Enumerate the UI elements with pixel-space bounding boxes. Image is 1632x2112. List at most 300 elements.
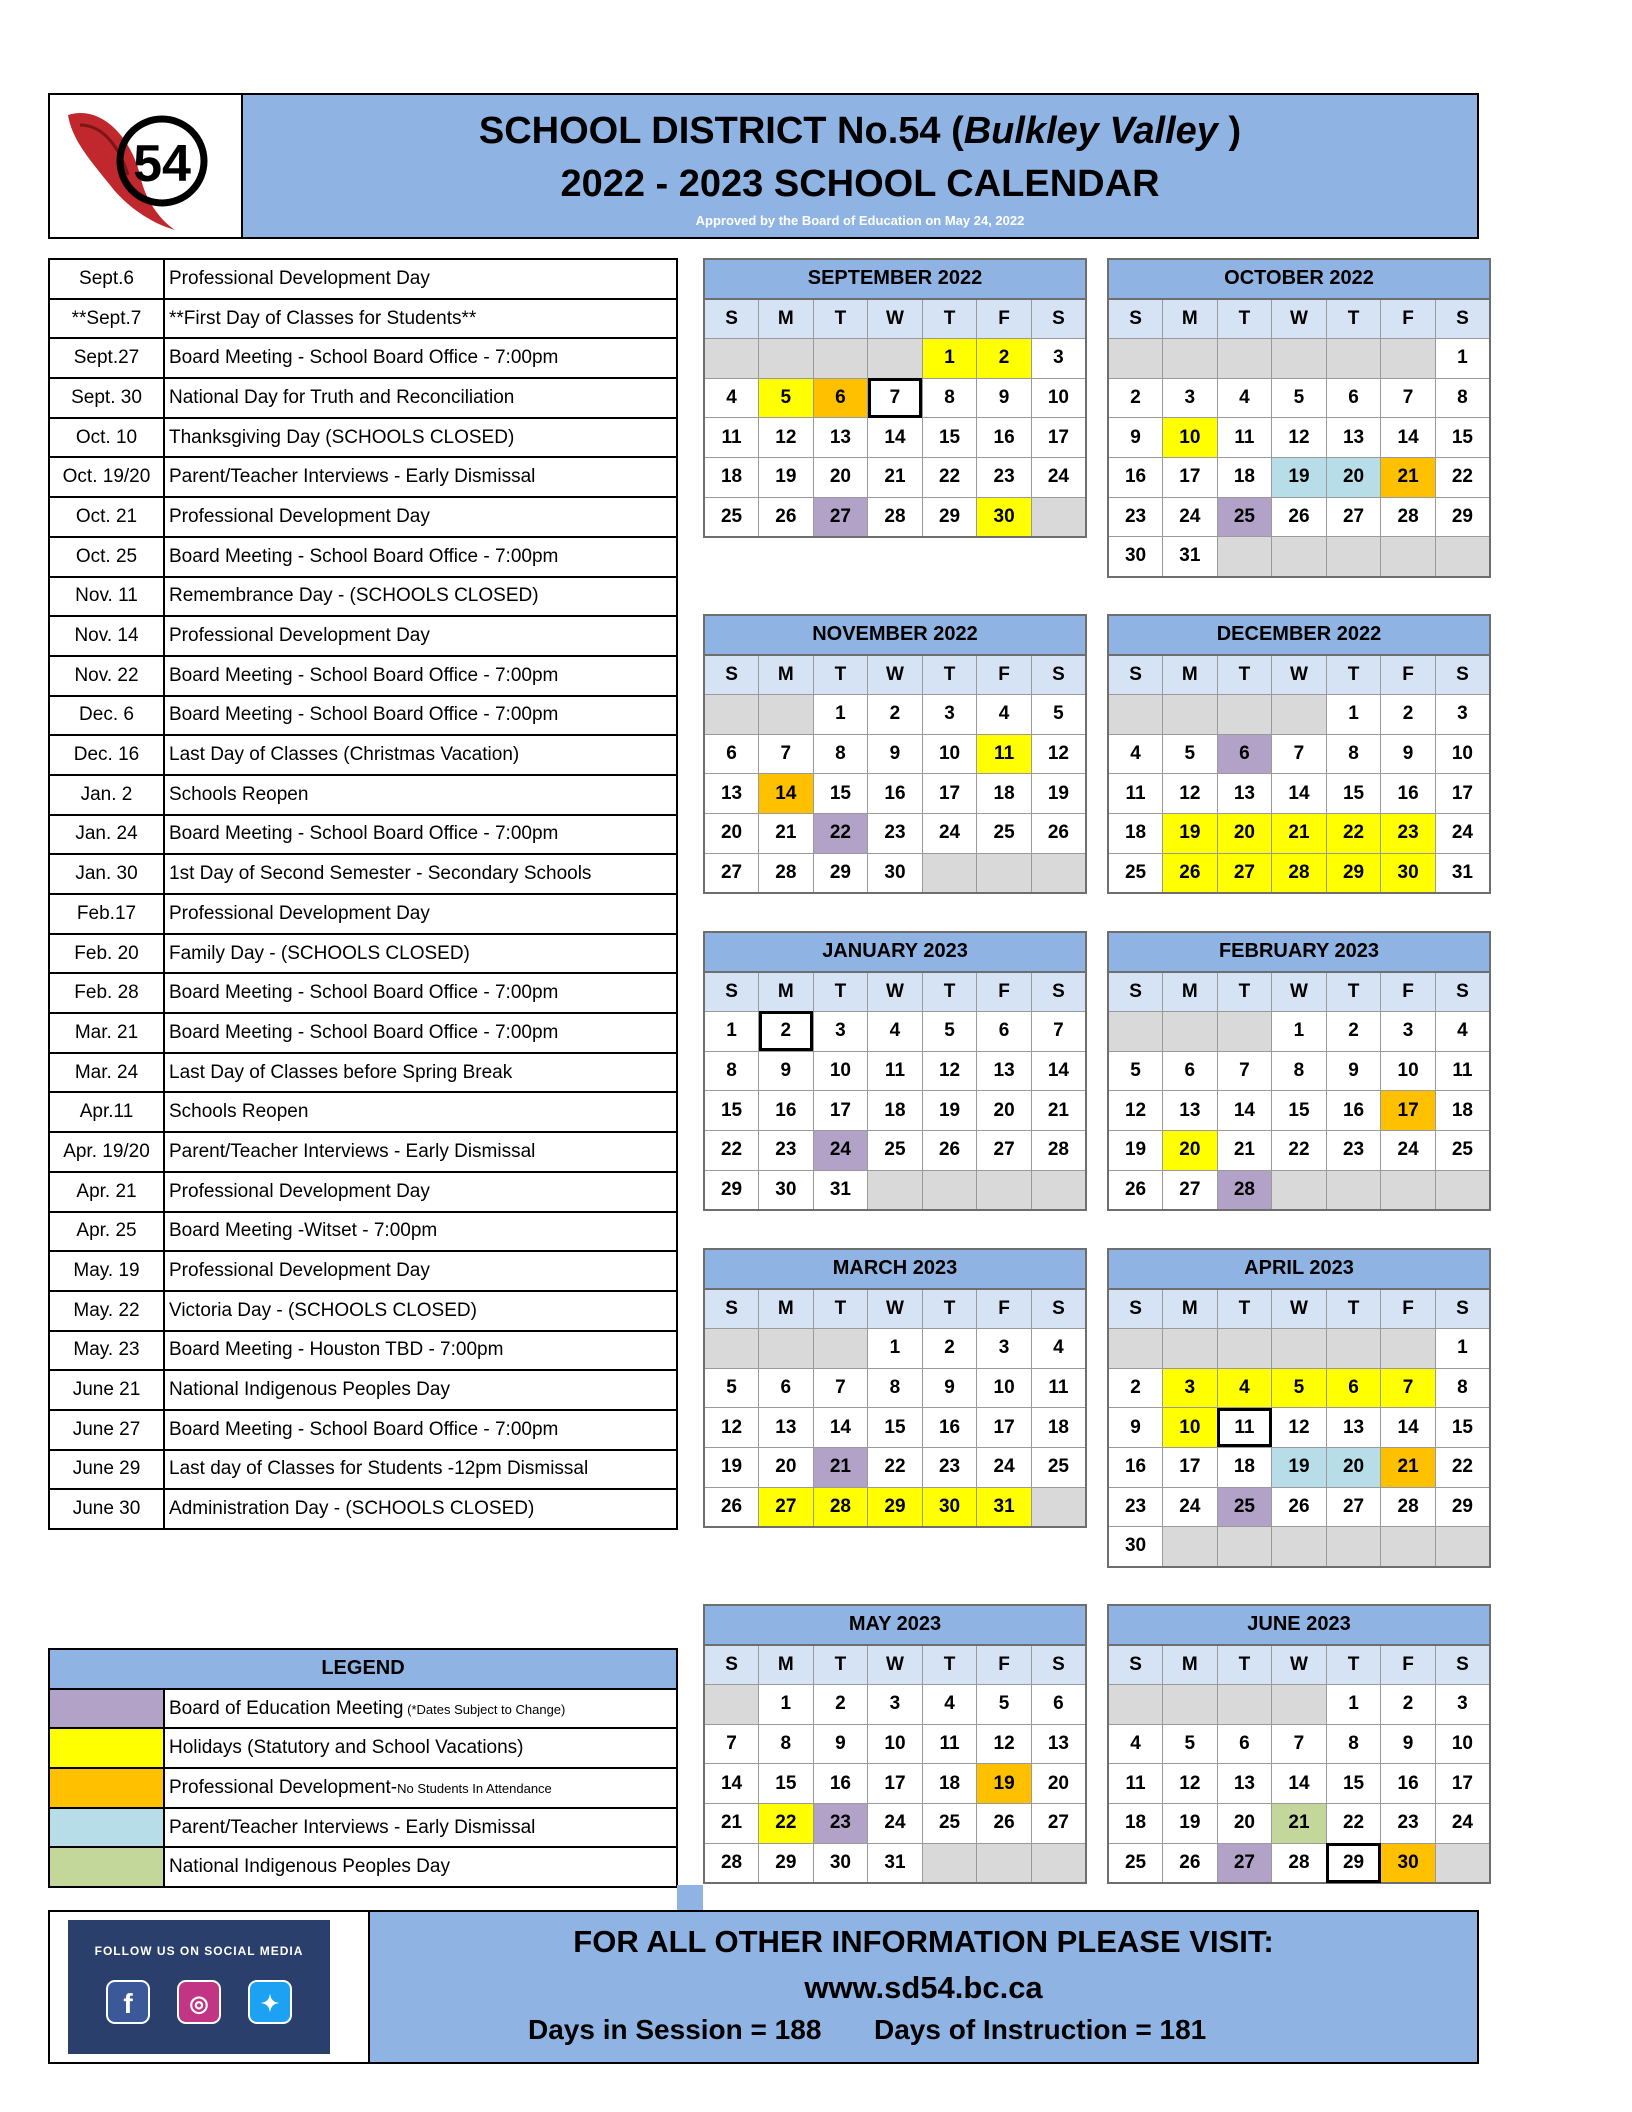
empty-cell: [1217, 1527, 1272, 1567]
weekday-header: M: [1163, 1645, 1218, 1685]
day-cell: 29: [813, 853, 868, 893]
day-cell: 10: [813, 1051, 868, 1091]
month-calendar: [1107, 1604, 1491, 1884]
day-cell: 29: [922, 497, 977, 537]
day-cell: 18: [1108, 813, 1163, 853]
month-calendar: [703, 931, 1087, 1211]
day-cell: 15: [1435, 418, 1490, 458]
month-title: JUNE 2023: [1108, 1605, 1490, 1645]
day-cell: 17: [1435, 1764, 1490, 1804]
empty-cell: [1381, 1170, 1436, 1210]
day-cell: 30: [868, 853, 923, 893]
day-cell: 9: [813, 1724, 868, 1764]
legend-item: [49, 1847, 677, 1887]
empty-cell: [1217, 694, 1272, 734]
day-cell: 27: [1031, 1803, 1086, 1843]
day-cell: 6: [1031, 1684, 1086, 1724]
event-description: Board Meeting -Witset - 7:00pm: [164, 1212, 677, 1252]
day-cell: 4: [1217, 378, 1272, 418]
event-row: [49, 934, 677, 974]
day-cell: 9: [868, 734, 923, 774]
empty-cell: [1272, 1170, 1327, 1210]
day-cell: 2: [922, 1328, 977, 1368]
event-date: June 21: [49, 1370, 164, 1410]
empty-cell: [1381, 1328, 1436, 1368]
day-cell: 1: [1435, 338, 1490, 378]
event-date: Sept. 30: [49, 378, 164, 418]
day-cell: 25: [1031, 1447, 1086, 1487]
weekday-header: S: [1031, 1289, 1086, 1329]
empty-cell: [813, 338, 868, 378]
day-cell: 3: [1435, 1684, 1490, 1724]
day-cell: 6: [759, 1368, 814, 1408]
day-cell: 17: [977, 1408, 1032, 1448]
weekday-header: F: [1381, 972, 1436, 1012]
day-cell: 31: [1435, 853, 1490, 893]
weekday-header: W: [868, 1645, 923, 1685]
day-cell: 30: [813, 1843, 868, 1883]
weekday-header: F: [977, 1645, 1032, 1685]
day-cell: 16: [1108, 1447, 1163, 1487]
weekday-header: S: [1108, 1289, 1163, 1329]
day-cell: 15: [1435, 1408, 1490, 1448]
day-cell: 7: [1217, 1051, 1272, 1091]
day-cell: 18: [1108, 1803, 1163, 1843]
day-cell: 30: [922, 1487, 977, 1527]
legend-swatch: [49, 1768, 164, 1808]
day-cell: 7: [1272, 734, 1327, 774]
weekday-header: M: [1163, 299, 1218, 339]
legend-swatch: [49, 1689, 164, 1729]
event-description: 1st Day of Second Semester - Secondary Schools: [164, 854, 677, 894]
twitter-icon[interactable]: ✦: [248, 1980, 292, 2024]
day-cell: 23: [759, 1130, 814, 1170]
day-cell: 14: [704, 1764, 759, 1804]
day-cell: 13: [1031, 1724, 1086, 1764]
event-date: Feb. 20: [49, 934, 164, 974]
day-cell: 1: [704, 1011, 759, 1051]
empty-cell: [1108, 1328, 1163, 1368]
event-row: [49, 1013, 677, 1053]
website-link[interactable]: www.sd54.bc.ca: [804, 1970, 1043, 2005]
day-cell: 20: [1217, 1803, 1272, 1843]
event-description: Professional Development Day: [164, 259, 677, 299]
day-cell: 22: [759, 1803, 814, 1843]
event-description: Board Meeting - Houston TBD - 7:00pm: [164, 1331, 677, 1371]
event-description: Parent/Teacher Interviews - Early Dismissal: [164, 1132, 677, 1172]
day-cell: 5: [1108, 1051, 1163, 1091]
month-calendar: [1107, 1248, 1491, 1568]
legend-item: [49, 1689, 677, 1729]
day-cell: 2: [813, 1684, 868, 1724]
empty-cell: [1108, 1011, 1163, 1051]
legend-label: Board of Education Meeting (*Dates Subject to Change): [164, 1689, 677, 1729]
event-description: Last Day of Classes before Spring Break: [164, 1053, 677, 1093]
weekday-header: W: [868, 1289, 923, 1329]
event-row: [49, 1053, 677, 1093]
day-cell: 20: [1217, 813, 1272, 853]
day-cell: 25: [1217, 497, 1272, 537]
day-cell: 13: [704, 774, 759, 814]
empty-cell: [1031, 1843, 1086, 1883]
day-cell: 2: [1381, 694, 1436, 734]
empty-cell: [813, 1328, 868, 1368]
month-title: JANUARY 2023: [704, 932, 1086, 972]
empty-cell: [977, 1843, 1032, 1883]
weekday-header: W: [1272, 972, 1327, 1012]
event-description: Professional Development Day: [164, 497, 677, 537]
event-row: [49, 735, 677, 775]
legend-item: [49, 1728, 677, 1768]
day-cell: 29: [1326, 1843, 1381, 1883]
day-cell: 19: [1163, 813, 1218, 853]
event-description: Schools Reopen: [164, 775, 677, 815]
empty-cell: [704, 338, 759, 378]
day-cell: 23: [1326, 1130, 1381, 1170]
day-cell: 2: [1381, 1684, 1436, 1724]
day-cell: 28: [759, 853, 814, 893]
day-cell: 24: [1435, 1803, 1490, 1843]
empty-cell: [759, 338, 814, 378]
weekday-header: S: [1435, 655, 1490, 695]
day-cell: 14: [1031, 1051, 1086, 1091]
day-cell: 17: [868, 1764, 923, 1804]
day-cell: 4: [704, 378, 759, 418]
event-date: Apr. 19/20: [49, 1132, 164, 1172]
event-row: [49, 1489, 677, 1529]
event-row: [49, 378, 677, 418]
day-cell: 30: [1381, 853, 1436, 893]
empty-cell: [1031, 1170, 1086, 1210]
day-cell: 27: [1217, 1843, 1272, 1883]
day-cell: 8: [1435, 378, 1490, 418]
day-cell: 8: [1326, 734, 1381, 774]
info-box: [370, 1912, 1477, 2062]
approval-note: Approved by the Board of Education on May 24, 2022: [695, 212, 1025, 228]
weekday-header: T: [922, 655, 977, 695]
weekday-header: S: [1108, 655, 1163, 695]
empty-cell: [1163, 1684, 1218, 1724]
day-cell: 10: [1163, 1408, 1218, 1448]
weekday-header: S: [704, 972, 759, 1012]
social-media-box: [50, 1912, 370, 2062]
day-cell: 3: [1163, 378, 1218, 418]
empty-cell: [1217, 1328, 1272, 1368]
day-cell: 5: [1163, 1724, 1218, 1764]
day-cell: 2: [1326, 1011, 1381, 1051]
day-cell: 20: [1326, 1447, 1381, 1487]
day-cell: 18: [977, 774, 1032, 814]
legend-title: LEGEND: [49, 1649, 677, 1689]
event-row: [49, 1251, 677, 1291]
day-cell: 5: [977, 1684, 1032, 1724]
event-date: May. 22: [49, 1291, 164, 1331]
weekday-header: S: [1435, 1289, 1490, 1329]
days-in-session: Days in Session = 188: [528, 2014, 822, 2045]
day-cell: 28: [868, 497, 923, 537]
empty-cell: [1381, 338, 1436, 378]
day-cell: 9: [1381, 734, 1436, 774]
day-cell: 27: [1326, 497, 1381, 537]
day-cell: 5: [922, 1011, 977, 1051]
day-cell: 19: [922, 1091, 977, 1131]
weekday-header: T: [922, 972, 977, 1012]
day-cell: 17: [1163, 457, 1218, 497]
event-row: [49, 696, 677, 736]
event-description: Last day of Classes for Students -12pm Dismissal: [164, 1450, 677, 1490]
day-cell: 17: [1381, 1091, 1436, 1131]
day-cell: 17: [922, 774, 977, 814]
event-description: Parent/Teacher Interviews - Early Dismissal: [164, 457, 677, 497]
day-cell: 10: [977, 1368, 1032, 1408]
weekday-header: S: [704, 1289, 759, 1329]
day-cell: 14: [1381, 1408, 1436, 1448]
day-cell: 26: [1031, 813, 1086, 853]
day-cell: 16: [922, 1408, 977, 1448]
day-cell: 24: [922, 813, 977, 853]
day-cell: 4: [1108, 1724, 1163, 1764]
day-cell: 7: [704, 1724, 759, 1764]
day-cell: 26: [1108, 1170, 1163, 1210]
empty-cell: [704, 1328, 759, 1368]
day-cell: 22: [1435, 457, 1490, 497]
facebook-icon[interactable]: f: [106, 1980, 150, 2024]
empty-cell: [1031, 1487, 1086, 1527]
event-date: May. 19: [49, 1251, 164, 1291]
day-cell: 25: [1217, 1487, 1272, 1527]
empty-cell: [1272, 694, 1327, 734]
event-date: Jan. 24: [49, 815, 164, 855]
event-date: Apr. 21: [49, 1172, 164, 1212]
event-row: [49, 497, 677, 537]
day-cell: 27: [759, 1487, 814, 1527]
instagram-icon[interactable]: ◎: [177, 1980, 221, 2024]
weekday-header: T: [922, 1645, 977, 1685]
day-cell: 10: [922, 734, 977, 774]
weekday-header: W: [1272, 655, 1327, 695]
day-cell: 24: [813, 1130, 868, 1170]
day-cell: 1: [868, 1328, 923, 1368]
day-cell: 2: [759, 1011, 814, 1051]
event-description: Last Day of Classes (Christmas Vacation): [164, 735, 677, 775]
day-cell: 8: [813, 734, 868, 774]
day-cell: 1: [813, 694, 868, 734]
event-row: [49, 1092, 677, 1132]
month-title: SEPTEMBER 2022: [704, 259, 1086, 299]
weekday-header: F: [1381, 655, 1436, 695]
day-cell: 2: [1108, 1368, 1163, 1408]
day-cell: 12: [1163, 1764, 1218, 1804]
day-cell: 25: [977, 813, 1032, 853]
day-cell: 26: [922, 1130, 977, 1170]
day-cell: 3: [922, 694, 977, 734]
weekday-header: M: [759, 1645, 814, 1685]
event-row: [49, 815, 677, 855]
event-description: Victoria Day - (SCHOOLS CLOSED): [164, 1291, 677, 1331]
day-cell: 10: [1435, 734, 1490, 774]
day-cell: 11: [977, 734, 1032, 774]
weekday-header: S: [704, 1645, 759, 1685]
weekday-header: M: [1163, 972, 1218, 1012]
day-cell: 16: [813, 1764, 868, 1804]
weekday-header: T: [922, 299, 977, 339]
day-cell: 24: [1381, 1130, 1436, 1170]
event-description: Board Meeting - School Board Office - 7:00pm: [164, 973, 677, 1013]
day-cell: 12: [977, 1724, 1032, 1764]
day-cell: 8: [922, 378, 977, 418]
day-cell: 7: [868, 378, 923, 418]
event-date: **Sept.7: [49, 299, 164, 339]
title-area: [243, 95, 1477, 237]
weekday-header: T: [813, 1645, 868, 1685]
day-cell: 11: [1108, 774, 1163, 814]
day-cell: 25: [1108, 1843, 1163, 1883]
empty-cell: [1381, 1527, 1436, 1567]
weekday-header: M: [759, 1289, 814, 1329]
weekday-header: T: [1326, 299, 1381, 339]
day-cell: 4: [1031, 1328, 1086, 1368]
day-cell: 14: [1272, 774, 1327, 814]
day-cell: 27: [977, 1130, 1032, 1170]
event-row: [49, 457, 677, 497]
day-cell: 12: [1163, 774, 1218, 814]
day-cell: 28: [813, 1487, 868, 1527]
footer-connector: [677, 1885, 703, 1910]
day-cell: 9: [922, 1368, 977, 1408]
day-cell: 27: [1163, 1170, 1218, 1210]
weekday-header: T: [1326, 1645, 1381, 1685]
day-cell: 20: [1031, 1764, 1086, 1804]
social-panel: [68, 1920, 330, 2054]
month-calendar: [1107, 258, 1491, 578]
day-cell: 30: [1108, 537, 1163, 577]
month-title: MAY 2023: [704, 1605, 1086, 1645]
event-description: Board Meeting - School Board Office - 7:00pm: [164, 815, 677, 855]
event-description: Professional Development Day: [164, 616, 677, 656]
weekday-header: S: [1108, 972, 1163, 1012]
empty-cell: [1163, 1328, 1218, 1368]
weekday-header: T: [813, 972, 868, 1012]
day-cell: 13: [1217, 774, 1272, 814]
day-cell: 20: [813, 457, 868, 497]
weekday-header: F: [977, 972, 1032, 1012]
day-cell: 10: [1381, 1051, 1436, 1091]
empty-cell: [1326, 537, 1381, 577]
day-cell: 14: [813, 1408, 868, 1448]
empty-cell: [1031, 497, 1086, 537]
event-description: Professional Development Day: [164, 1172, 677, 1212]
event-row: [49, 299, 677, 339]
event-date: Oct. 21: [49, 497, 164, 537]
event-description: Board Meeting - School Board Office - 7:00pm: [164, 1410, 677, 1450]
day-cell: 1: [759, 1684, 814, 1724]
event-row: [49, 656, 677, 696]
day-cell: 26: [704, 1487, 759, 1527]
legend-table: [48, 1648, 678, 1888]
legend-item: [49, 1768, 677, 1808]
day-cell: 17: [1163, 1447, 1218, 1487]
month-calendar: [1107, 614, 1491, 894]
day-cell: 27: [1217, 853, 1272, 893]
day-cell: 7: [813, 1368, 868, 1408]
day-cell: 4: [1108, 734, 1163, 774]
day-cell: 21: [813, 1447, 868, 1487]
event-row: [49, 775, 677, 815]
day-cell: 7: [1031, 1011, 1086, 1051]
empty-cell: [1381, 537, 1436, 577]
day-cell: 14: [1217, 1091, 1272, 1131]
day-cell: 23: [922, 1447, 977, 1487]
day-cell: 4: [922, 1684, 977, 1724]
weekday-header: T: [813, 299, 868, 339]
event-date: June 27: [49, 1410, 164, 1450]
day-cell: 18: [1031, 1408, 1086, 1448]
empty-cell: [1326, 338, 1381, 378]
day-cell: 3: [1031, 338, 1086, 378]
weekday-header: T: [922, 1289, 977, 1329]
weekday-header: S: [1108, 1645, 1163, 1685]
day-cell: 11: [1217, 1408, 1272, 1448]
event-date: Apr.11: [49, 1092, 164, 1132]
day-cell: 24: [868, 1803, 923, 1843]
day-cell: 25: [704, 497, 759, 537]
event-row: [49, 973, 677, 1013]
weekday-header: S: [1435, 1645, 1490, 1685]
day-cell: 4: [1217, 1368, 1272, 1408]
event-description: Schools Reopen: [164, 1092, 677, 1132]
event-description: Board Meeting - School Board Office - 7:00pm: [164, 656, 677, 696]
legend-swatch: [49, 1808, 164, 1848]
event-row: [49, 1212, 677, 1252]
month-title: OCTOBER 2022: [1108, 259, 1490, 299]
day-cell: 16: [1326, 1091, 1381, 1131]
day-cell: 11: [1217, 418, 1272, 458]
footer: [48, 1910, 1479, 2064]
event-description: **First Day of Classes for Students**: [164, 299, 677, 339]
day-cell: 5: [759, 378, 814, 418]
day-cell: 12: [704, 1408, 759, 1448]
day-cell: 2: [1108, 378, 1163, 418]
weekday-header: W: [1272, 299, 1327, 339]
day-cell: 19: [704, 1447, 759, 1487]
day-cell: 28: [1272, 853, 1327, 893]
day-cell: 8: [759, 1724, 814, 1764]
empty-cell: [1217, 537, 1272, 577]
event-row: [49, 1291, 677, 1331]
empty-cell: [704, 1684, 759, 1724]
day-cell: 18: [922, 1764, 977, 1804]
legend-swatch: [49, 1728, 164, 1768]
day-cell: 14: [868, 418, 923, 458]
event-date: Jan. 2: [49, 775, 164, 815]
day-cell: 25: [1435, 1130, 1490, 1170]
day-cell: 11: [868, 1051, 923, 1091]
day-cell: 21: [1031, 1091, 1086, 1131]
day-cell: 9: [1108, 418, 1163, 458]
weekday-header: F: [1381, 1289, 1436, 1329]
day-cell: 25: [868, 1130, 923, 1170]
day-cell: 6: [977, 1011, 1032, 1051]
day-cell: 15: [813, 774, 868, 814]
legend-swatch: [49, 1847, 164, 1887]
month-title: APRIL 2023: [1108, 1249, 1490, 1289]
day-cell: 12: [1031, 734, 1086, 774]
event-row: [49, 1331, 677, 1371]
day-cell: 9: [977, 378, 1032, 418]
day-cell: 30: [1108, 1527, 1163, 1567]
day-cell: 17: [813, 1091, 868, 1131]
event-date: Mar. 21: [49, 1013, 164, 1053]
